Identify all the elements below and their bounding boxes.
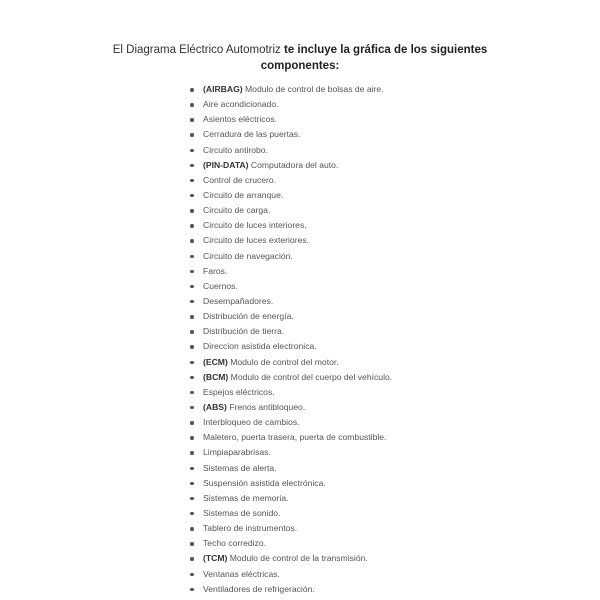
bullet-icon — [190, 573, 194, 577]
bullet-icon — [190, 133, 194, 137]
item-text: Circuito de luces exteriores. — [203, 235, 310, 246]
list-item — [188, 506, 392, 521]
bullet-icon — [190, 118, 194, 122]
list-item — [188, 249, 392, 264]
bullet-icon — [190, 149, 194, 153]
item-text: Sistemas de memoria. — [203, 492, 289, 503]
item-text: Direccion asistida electronica. — [203, 341, 317, 352]
item-text: Circuito de arranque. — [203, 189, 284, 200]
bullet-icon — [190, 315, 194, 319]
list-item — [188, 370, 392, 385]
component-list — [188, 82, 392, 597]
item-text: Espejos eléctricos. — [203, 386, 275, 397]
list-item — [188, 173, 392, 188]
list-item — [188, 324, 392, 339]
item-text: Frenos antibloqueo. — [226, 401, 306, 412]
bullet-icon — [190, 406, 194, 410]
heading-plain-text: El Diagrama Eléctrico Automotriz — [112, 44, 285, 56]
list-item — [188, 567, 392, 582]
list-item — [188, 294, 392, 309]
item-code: (PIN-DATA) — [203, 159, 249, 170]
item-text: Ventanas eléctricas. — [203, 568, 280, 579]
list-item — [188, 203, 392, 218]
item-text: Interbloqueo de cambios. — [203, 417, 300, 428]
bullet-icon — [190, 330, 194, 334]
bullet-icon — [190, 451, 194, 455]
item-code: (TCM) — [203, 553, 228, 564]
list-item — [188, 582, 392, 597]
bullet-icon — [190, 103, 194, 107]
list-item — [188, 476, 392, 491]
list-item — [188, 461, 392, 476]
bullet-icon — [190, 512, 194, 516]
list-item — [188, 97, 392, 112]
bullet-icon — [190, 497, 194, 501]
bullet-icon — [190, 527, 194, 531]
item-text: Distribución de energía. — [203, 311, 294, 322]
bullet-icon — [190, 542, 194, 546]
item-text: Aire acondicionado. — [203, 99, 279, 110]
bullet-icon — [190, 361, 194, 365]
list-item — [188, 279, 392, 294]
item-text: Cerradura de las puertas. — [203, 129, 301, 140]
item-text: Limpiaparabrisas. — [203, 447, 271, 458]
item-text: Computadora del auto. — [248, 159, 339, 170]
item-text: Circuito de luces interiores. — [203, 220, 307, 231]
list-item — [188, 521, 392, 536]
item-text: Desempañadores. — [203, 295, 274, 306]
bullet-icon — [190, 239, 194, 243]
item-text: Distribución de tierra. — [203, 326, 285, 337]
list-item — [188, 355, 392, 370]
list-item — [188, 491, 392, 506]
list-item — [188, 188, 392, 203]
bullet-icon — [190, 209, 194, 213]
item-text: Suspensión asistida electrónica. — [203, 477, 326, 488]
item-text: Sistemas de alerta. — [203, 462, 277, 473]
list-item — [188, 309, 392, 324]
list-item — [188, 536, 392, 551]
bullet-icon — [190, 164, 194, 168]
item-text: Maletero, puerta trasera, puerta de combustible. — [203, 432, 387, 443]
list-item — [188, 233, 392, 248]
item-text: Asientos eléctricos. — [203, 114, 278, 125]
item-text: Modulo de control del cuerpo del vehículo. — [228, 371, 393, 382]
list-item — [188, 143, 392, 158]
bullet-icon — [190, 436, 194, 440]
bullet-icon — [190, 179, 194, 183]
item-text: Techo corredizo. — [203, 538, 267, 549]
item-text: Modulo de control de bolsas de aire. — [242, 84, 384, 94]
list-item — [188, 264, 392, 279]
item-text: Modulo de control del motor. — [227, 356, 339, 367]
item-text: Cuernos. — [203, 280, 238, 291]
item-text: Ventiladores de refrigeración. — [203, 583, 315, 594]
heading-line-1 — [0, 42, 600, 58]
item-text: Tablero de instrumentos. — [203, 523, 298, 534]
bullet-icon — [190, 224, 194, 228]
list-item — [188, 415, 392, 430]
bullet-icon — [190, 300, 194, 304]
heading-bold-text: te incluye la gráfica de los siguientes — [284, 44, 488, 56]
bullet-icon — [190, 421, 194, 425]
page-heading — [0, 42, 600, 74]
bullet-icon — [190, 285, 194, 289]
list-item — [188, 445, 392, 460]
item-code: (BCM) — [203, 371, 229, 382]
item-text: Modulo de control de la transmisión. — [227, 553, 368, 564]
item-text: Circuito de carga. — [203, 205, 271, 216]
list-item — [188, 400, 392, 415]
list-item — [188, 339, 392, 354]
list-item — [188, 551, 392, 566]
item-text: Control de crucero. — [203, 174, 277, 185]
bullet-icon — [190, 376, 194, 380]
item-code: (AIRBAG) — [203, 84, 243, 94]
bullet-icon — [190, 345, 194, 349]
list-item — [188, 127, 392, 142]
list-item — [188, 158, 392, 173]
bullet-icon — [190, 557, 194, 561]
bullet-icon — [190, 588, 194, 592]
list-item — [188, 385, 392, 400]
bullet-icon — [190, 482, 194, 486]
list-item — [188, 112, 392, 127]
bullet-icon — [190, 255, 194, 259]
list-item — [188, 82, 392, 97]
list-item — [188, 218, 392, 233]
list-item — [188, 430, 392, 445]
item-text: Sistemas de sonido. — [203, 507, 281, 518]
bullet-icon — [190, 88, 194, 92]
item-code: (ECM) — [203, 356, 228, 367]
item-text: Faros. — [203, 265, 228, 276]
item-code: (ABS) — [203, 401, 227, 412]
item-text: Circuito antirobo. — [203, 144, 268, 155]
item-text: Circuito de navegación. — [203, 250, 293, 261]
bullet-icon — [190, 391, 194, 395]
heading-line-2: componentes: — [260, 60, 340, 72]
bullet-icon — [190, 194, 194, 198]
bullet-icon — [190, 270, 194, 274]
bullet-icon — [190, 467, 194, 471]
